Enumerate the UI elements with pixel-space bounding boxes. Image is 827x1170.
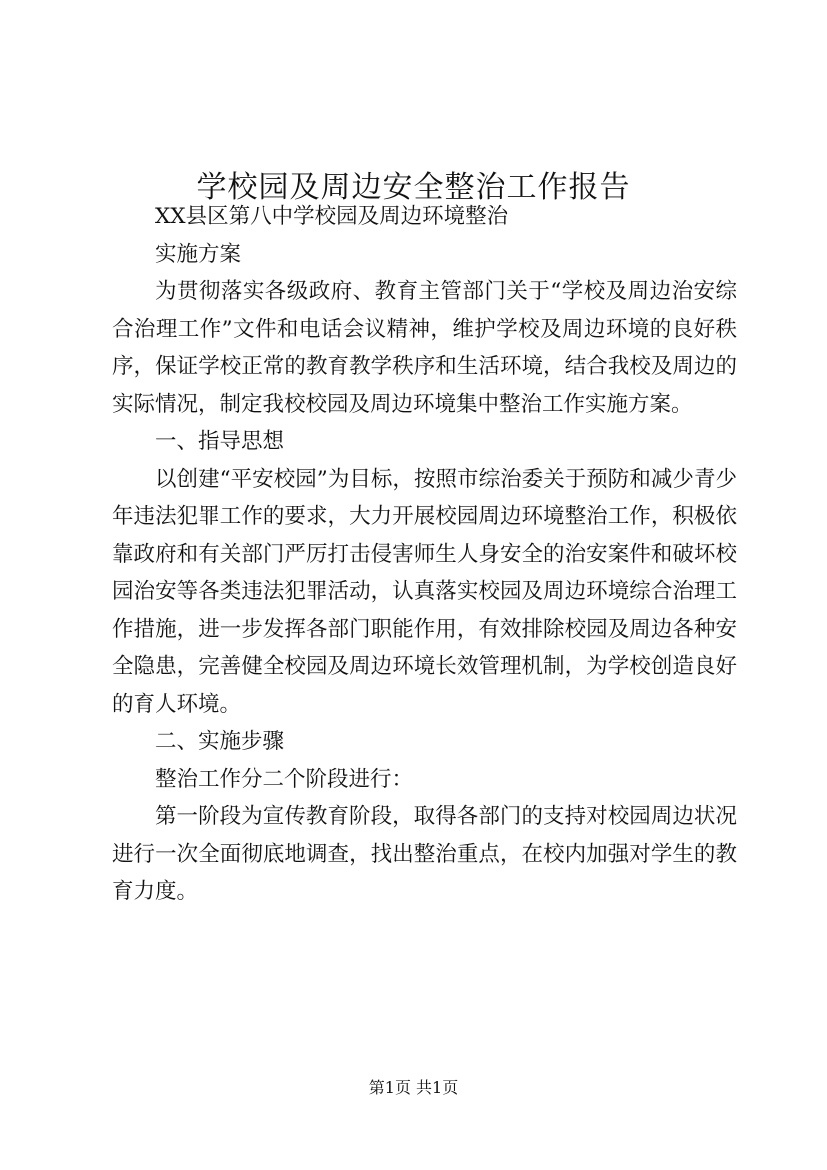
intro-paragraph: 为贯彻落实各级政府、教育主管部门关于“学校及周边治安综合治理工作”文件和电话会议精神，维护学校及周边环境的良好秩序，保证学校正常的教育教学秩序和生活环境，结合我校及周边的实际情况，制定我校校园及周边环境集中整治工作实施方案。 (112, 279, 737, 417)
section-heading-implementation-steps: 二、实施步骤 (155, 729, 285, 754)
subtitle-line: XX县区第八中学校园及周边环境整治 (155, 204, 509, 229)
steps-intro-paragraph: 整治工作分二个阶段进行： (155, 766, 414, 792)
section-heading-guiding-thought: 一、指导思想 (155, 429, 285, 454)
page-footer: 第1页 共1页 (368, 1078, 459, 1097)
document-body (112, 198, 737, 911)
subtitle-line-2: 实施方案 (155, 241, 242, 267)
guiding-thought-paragraph: 以创建“平安校园”为目标，按照市综治委关于预防和减少青少年违法犯罪工作的要求，大力开展校园周边环境整治工作，积极依靠政府和有关部门严厉打击侵害师生人身安全的治安案件和破坏校园治安等各类违法犯罪活动，认真落实校园及周边环境综合治理工作措施，进一步发挥各部门职能作用，有效排除校园及周边各种安全隐患，完善健全校园及周边环境长效管理机制，为学校创造良好的育人环境。 (112, 466, 737, 717)
phase-one-paragraph: 第一阶段为宣传教育阶段，取得各部门的支持对校园周边状况进行一次全面彻底地调查，找出整治重点，在校内加强对学生的教育力度。 (112, 804, 737, 904)
document-title: 学校园及周边安全整治工作报告 (196, 170, 631, 206)
